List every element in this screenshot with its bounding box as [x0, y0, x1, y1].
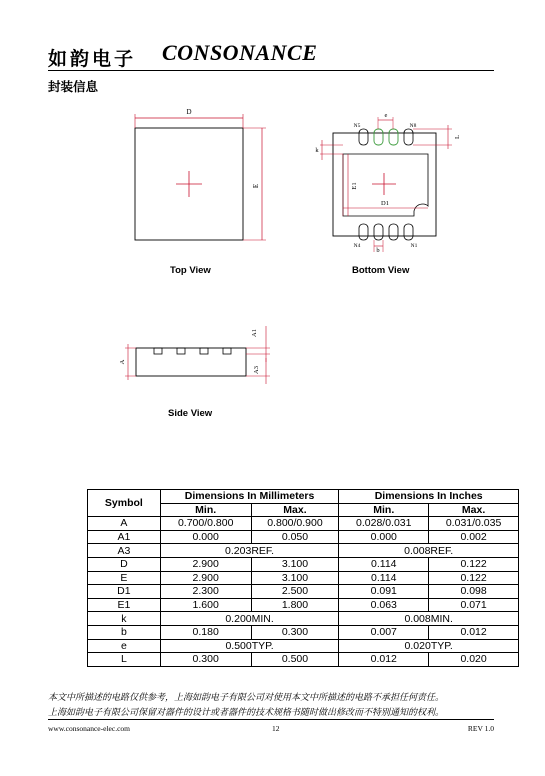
in-max-cell: 0.071 — [429, 598, 519, 612]
website-link[interactable]: www.consonance-elec.com — [48, 724, 130, 733]
dim-label-E1: E1 — [351, 182, 358, 190]
mm-span-cell: 0.203REF. — [160, 544, 339, 558]
bottom-view-drawing — [315, 112, 461, 254]
symbol-cell: A1 — [88, 530, 161, 544]
revision: REV 1.0 — [467, 724, 494, 733]
in-max-header: Max. — [429, 503, 519, 517]
symbol-cell: E — [88, 571, 161, 585]
inch-header: Dimensions In Inches — [339, 490, 519, 504]
mm-max-header: Max. — [251, 503, 339, 517]
in-max-cell: 0.122 — [429, 557, 519, 571]
in-min-cell: 0.063 — [339, 598, 429, 612]
page-number: 12 — [272, 724, 280, 733]
dim-label-D: D — [186, 108, 192, 116]
mm-min-cell: 2.300 — [160, 585, 251, 599]
table-row — [88, 585, 519, 599]
table-row — [88, 571, 519, 585]
mm-min-cell: 0.300 — [160, 653, 251, 667]
mm-max-cell: 3.100 — [251, 557, 339, 571]
mm-min-cell: 0.700/0.800 — [160, 517, 251, 531]
in-min-cell: 0.114 — [339, 571, 429, 585]
table-row — [88, 598, 519, 612]
in-max-cell: 0.098 — [429, 585, 519, 599]
table-row — [88, 544, 519, 558]
pin-label-N8: N8 — [409, 123, 417, 129]
table-row — [88, 557, 519, 571]
in-min-cell: 0.091 — [339, 585, 429, 599]
mm-max-cell: 3.100 — [251, 571, 339, 585]
dim-label-e: e — [384, 112, 388, 119]
top-view-drawing — [135, 108, 266, 240]
in-max-cell: 0.020 — [429, 653, 519, 667]
pin-label-N1: N1 — [410, 243, 418, 249]
symbol-cell: k — [88, 612, 161, 626]
dim-label-A: A — [119, 359, 126, 365]
in-max-cell: 0.031/0.035 — [429, 517, 519, 531]
brand-name-cn: 如韵电子 — [48, 48, 137, 70]
symbol-cell: A3 — [88, 544, 161, 558]
dim-label-b: b — [376, 247, 380, 254]
dimensions-table — [87, 489, 519, 667]
in-min-header: Min. — [339, 503, 429, 517]
dim-label-A3: A3 — [253, 366, 260, 374]
in-max-cell: 0.122 — [429, 571, 519, 585]
mm-max-cell: 0.800/0.900 — [251, 517, 339, 531]
mm-max-cell: 0.500 — [251, 653, 339, 667]
mm-max-cell: 2.500 — [251, 585, 339, 599]
disclaimer-line-2: 上海如韵电子有限公司保留对器件的设计或者器件的技术规格书随时做出修改而不特别通知的权利。 — [48, 708, 445, 718]
in-max-cell: 0.002 — [429, 530, 519, 544]
mm-min-header: Min. — [160, 503, 251, 517]
mm-min-cell: 0.000 — [160, 530, 251, 544]
symbol-cell: b — [88, 625, 161, 639]
in-span-cell: 0.020TYP. — [339, 639, 519, 653]
symbol-cell: L — [88, 653, 161, 667]
dim-label-E: E — [252, 183, 260, 189]
dim-label-A1: A1 — [251, 329, 258, 337]
pin-label-N5: N5 — [353, 123, 361, 129]
mm-max-cell: 0.050 — [251, 530, 339, 544]
in-span-cell: 0.008REF. — [339, 544, 519, 558]
dim-label-k: k — [315, 147, 319, 154]
section-title: 封装信息 — [48, 79, 99, 94]
in-min-cell: 0.000 — [339, 530, 429, 544]
dim-label-L: L — [454, 135, 461, 139]
table-row — [88, 625, 519, 639]
symbol-cell: D1 — [88, 585, 161, 599]
table-row — [88, 517, 519, 531]
mm-min-cell: 0.180 — [160, 625, 251, 639]
footer-rule — [48, 719, 494, 720]
mm-max-cell: 1.800 — [251, 598, 339, 612]
mm-max-cell: 0.300 — [251, 625, 339, 639]
in-max-cell: 0.012 — [429, 625, 519, 639]
brand-name-en: CONSONANCE — [162, 40, 318, 65]
in-min-cell: 0.114 — [339, 557, 429, 571]
symbol-cell: E1 — [88, 598, 161, 612]
side-view-label: Side View — [168, 408, 213, 419]
disclaimer-line-1: 本文中所描述的电路仅供参考，上海如韵电子有限公司对使用本文中所描述的电路不承担任何责任。 — [48, 693, 445, 703]
in-min-cell: 0.007 — [339, 625, 429, 639]
table-row — [88, 612, 519, 626]
mm-min-cell: 1.600 — [160, 598, 251, 612]
side-view-drawing — [119, 326, 270, 384]
in-span-cell: 0.008MIN. — [339, 612, 519, 626]
symbol-cell: e — [88, 639, 161, 653]
symbol-header: Symbol — [88, 490, 161, 517]
bottom-view-label: Bottom View — [352, 265, 410, 276]
in-min-cell: 0.028/0.031 — [339, 517, 429, 531]
mm-span-cell: 0.500TYP. — [160, 639, 339, 653]
mm-header: Dimensions In Millimeters — [160, 490, 339, 504]
dim-label-D1: D1 — [381, 200, 389, 207]
table-row — [88, 653, 519, 667]
pin-label-N4: N4 — [353, 243, 361, 249]
mm-min-cell: 2.900 — [160, 557, 251, 571]
table-row — [88, 639, 519, 653]
mm-min-cell: 2.900 — [160, 571, 251, 585]
top-view-label: Top View — [170, 265, 211, 276]
in-min-cell: 0.012 — [339, 653, 429, 667]
table-row — [88, 530, 519, 544]
mm-span-cell: 0.200MIN. — [160, 612, 339, 626]
symbol-cell: D — [88, 557, 161, 571]
symbol-cell: A — [88, 517, 161, 531]
